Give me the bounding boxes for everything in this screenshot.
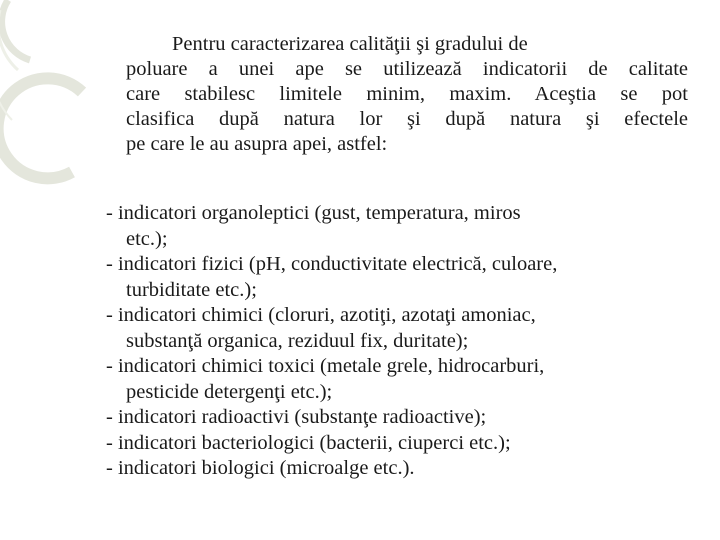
list-item-continuation: etc.); bbox=[126, 227, 168, 250]
list-item bbox=[106, 431, 700, 457]
intro-line-1: Pentru caracterizarea calităţii şi gradului de bbox=[172, 33, 528, 55]
list-item bbox=[106, 354, 700, 405]
list-item-line: - indicatori fizici (pH, conductivitate electrică, culoare, bbox=[106, 253, 558, 275]
list-item-line: - indicatori bacteriologici (bacterii, ciuperci etc.); bbox=[106, 431, 511, 454]
decorative-arcs bbox=[0, 0, 140, 200]
decor-arc-3 bbox=[0, 78, 82, 178]
list-item bbox=[106, 201, 700, 252]
indicator-list bbox=[106, 201, 700, 482]
list-item-continuation: substanţă organica, reziduul fix, duritate); bbox=[126, 329, 469, 352]
list-item-continuation: pesticide detergenţi etc.); bbox=[126, 380, 333, 403]
list-item bbox=[106, 405, 700, 431]
intro-line-4: clasifica după natura lor şi după natura şi efectele bbox=[126, 108, 688, 130]
list-item bbox=[106, 252, 700, 303]
list-item-line: - indicatori organoleptici (gust, temperatura, miros bbox=[106, 202, 521, 224]
intro-line-2: poluare a unei ape se utilizează indicatorii de calitate bbox=[126, 58, 688, 80]
list-item-line: - indicatori chimici (cloruri, azotiţi, azotaţi amoniac, bbox=[106, 304, 536, 326]
list-item bbox=[106, 303, 700, 354]
intro-line-3: care stabilesc limitele minim, maxim. Aceştia se pot bbox=[126, 83, 688, 105]
list-item-line: - indicatori radioactivi (substanţe radioactive); bbox=[106, 406, 487, 428]
list-item-line: - indicatori chimici toxici (metale grele, hidrocarburi, bbox=[106, 355, 545, 377]
decor-arc-1 bbox=[2, 0, 30, 60]
list-item-line: - indicatori biologici (microalge etc.). bbox=[106, 457, 415, 479]
list-item bbox=[106, 456, 700, 482]
list-item-continuation: turbiditate etc.); bbox=[126, 278, 257, 301]
intro-line-5: pe care le au asupra apei, astfel: bbox=[126, 133, 388, 155]
intro-paragraph bbox=[126, 32, 688, 157]
